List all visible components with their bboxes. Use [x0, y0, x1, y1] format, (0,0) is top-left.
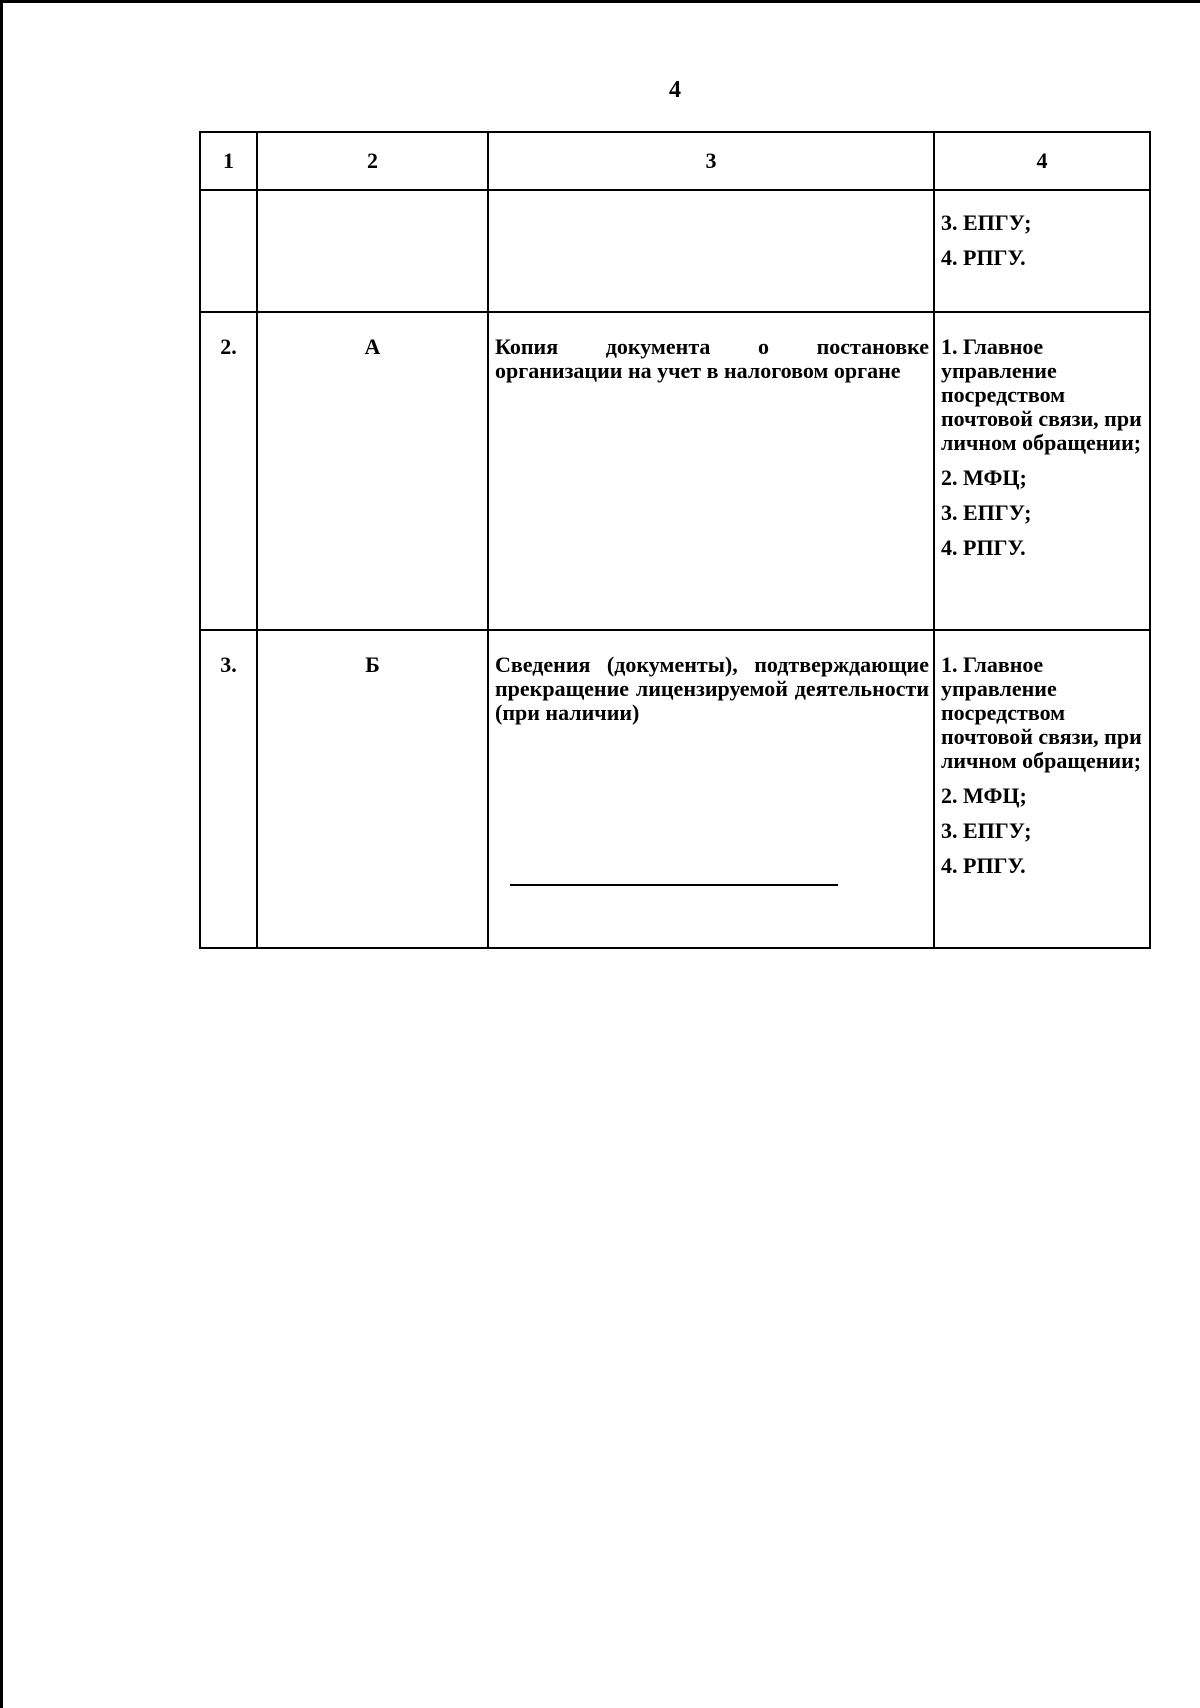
channel-item: 1. Главное управление посредством почтовой связи, при личном обращении;: [941, 652, 1142, 773]
table-row: [200, 312, 1150, 630]
channel-item: 3. ЕПГУ;: [941, 500, 1032, 525]
channel-item: 4. РПГУ.: [941, 535, 1026, 560]
row-channels-cell: [934, 630, 1150, 948]
scan-edge-top: [0, 0, 1200, 3]
documents-table: [199, 131, 1151, 949]
continuation-desc-cell: [488, 190, 934, 312]
header-cell-3: 3: [488, 132, 934, 190]
channel-item: 3. ЕПГУ;: [941, 210, 1032, 235]
continuation-code-cell: [257, 190, 488, 312]
row-number-cell: 2.: [200, 312, 257, 630]
channel-item: 1. Главное управление посредством почтовой связи, при личном обращении;: [941, 334, 1142, 455]
table-row: [200, 630, 1150, 948]
row-description-cell: Сведения (документы), подтверждающие прекращение лицензируемой деятельности (при наличии): [488, 630, 934, 948]
channel-item: 3. ЕПГУ;: [941, 818, 1032, 843]
channel-item: 2. МФЦ;: [941, 783, 1027, 808]
continuation-channels-cell: [934, 190, 1150, 312]
row-number-cell: 3.: [200, 630, 257, 948]
row-channels-cell: [934, 312, 1150, 630]
header-cell-2: 2: [257, 132, 488, 190]
page-number: 4: [669, 77, 681, 103]
table-header-row: [200, 132, 1150, 190]
scan-edge-left: [0, 0, 3, 1708]
header-cell-1: 1: [200, 132, 257, 190]
channel-item: 4. РПГУ.: [941, 245, 1026, 270]
channel-item: 4. РПГУ.: [941, 853, 1026, 878]
table-row-continuation: [200, 190, 1150, 312]
end-of-document-rule: [510, 884, 838, 886]
row-description-cell: Копия документа о постановке организации на учет в налоговом органе: [488, 312, 934, 630]
channel-item: 2. МФЦ;: [941, 465, 1027, 490]
row-code-cell: Б: [257, 630, 488, 948]
header-cell-4: 4: [934, 132, 1150, 190]
continuation-num-cell: [200, 190, 257, 312]
row-code-cell: А: [257, 312, 488, 630]
